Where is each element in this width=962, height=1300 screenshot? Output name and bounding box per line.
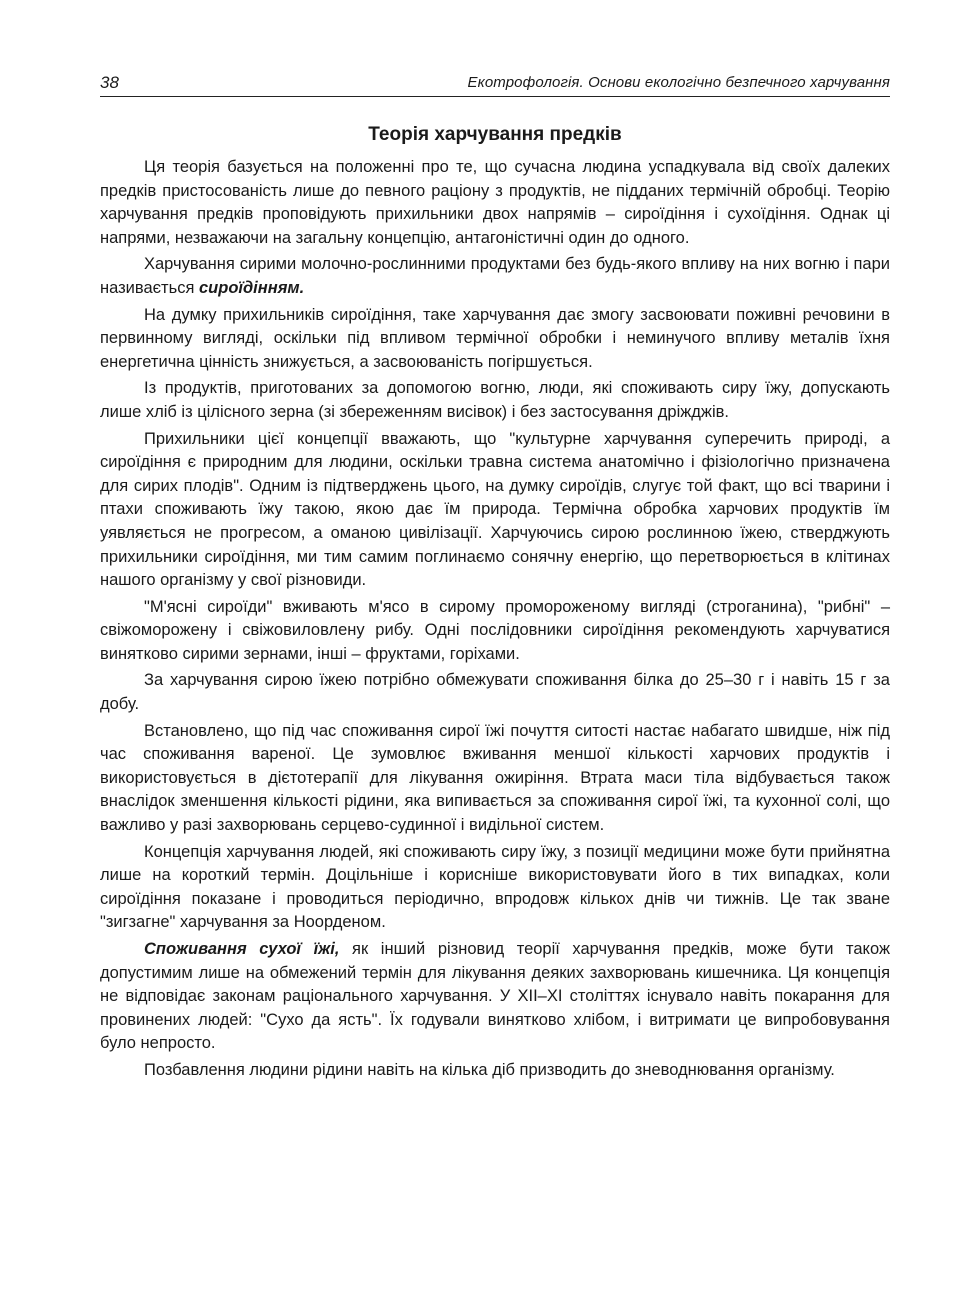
paragraph-10-text: як інший різновид теорії харчування предків, може бути також допустимим лише на обмежений термін для лікування деяких захворювань кишечника. Ця концепція не відповідає законам раціонального харчування. У XII–XI століттях існувало навіть покарання для провинених людей: "Сухо да ясть". Їх годували винятково хлібом, і витримати це випробовування було непросто.	[100, 940, 890, 1053]
paragraph-8: Встановлено, що під час споживання сирої їжі почуття ситості настає набагато швидше, ніж під час споживання вареної. Це зумовлює вживання меншої кількості харчових продуктів і використовується в дієтотерапії для лікування ожиріння. Втрата маси тіла відбувається також внаслідок зменшення кількості рідини, яка випивається за споживання сирої їжі, та кухонної солі, що важливо у разі захворювань серцево-судинної і видільної систем.	[100, 721, 890, 835]
term-raw-eating: сироїдінням.	[198, 278, 305, 297]
term-dry-eating: Споживання сухої їжі,	[144, 940, 340, 958]
page-number: 38	[100, 73, 119, 92]
paragraph-6: "М'ясні сироїди" вживають м'ясо в сирому промороженому вигляді (строганина), "рибні" – свіжоморожену і свіжовиловлену рибу. Одні послідовники сироїдіння рекомендують харчуватися винятково сирими зернами, інші – фруктами, горіхами.	[100, 597, 890, 663]
header-rule	[100, 96, 890, 97]
paragraph-1: Ця теорія базується на положенні про те, що сучасна людина успадкувала від своїх далеких предків пристосованість лише до певного раціону з продуктів, не підданих термічній обробці. Теорію харчування предків проповідують прихильники двох напрямів – сироїдіння і сухоїдіння. Однак ці напрями, незважаючи на загальну концепцію, антагоністичні один до одного.	[100, 158, 890, 247]
paragraph-7: За харчування сирою їжею потрібно обмежувати споживання білка до 25–30 г і навіть 15 г за добу.	[100, 671, 890, 714]
paragraph-9: Концепція харчування людей, які споживають сиру їжу, з позиції медицини може бути прийнятна лише на короткий термін. Доцільніше і корисніше використовувати його в тих випадках, коли сироїдіння показане і проводиться періодично, впродовж кількох днів чи тижнів. Це так зване "зигзагне" харчування за Ноорденом.	[100, 842, 890, 932]
paragraph-3: На думку прихильників сироїдіння, таке харчування дає змогу засвоювати поживні речовини в первинному вигляді, оскільки під впливом термічної обробки і неминучого впливу металів їхня енергетична цінність знижується, а засвоюваність погіршується.	[100, 305, 890, 371]
body-text	[100, 156, 890, 1086]
paragraph-5: Прихильники цієї концепції вважають, що "культурне харчування суперечить природі, а сироїдіння є природним для людини, оскільки травна система анатомічно і фізіологічно призначена для сирих плодів". Одним із підтверджень цього, на думку сироїдів, слугує той факт, що всі тварини і птахи споживають їжу такою, якою дає їм природа. Термічна обробка харчових продуктів їм уявляється не прогресом, а оманою цивілізації. Харчуючись сирою рослинною їжею, стверджують прихильники сироїдіння, ми тим самим поглинаємо сонячну енергію, що перетворюється в клітинах нашого організму у свої різновиди.	[100, 429, 890, 590]
paragraph-10	[100, 938, 890, 1056]
section-title: Теорія харчування предків	[368, 124, 622, 145]
paragraph-2	[100, 253, 890, 300]
paragraph-2-text: Харчування сирими молочно-рослинними продуктами без будь-якого впливу на них вогню і пари називається	[100, 255, 890, 297]
running-title: Екотрофологія. Основи екологічно безпечного харчування	[467, 74, 890, 91]
paragraph-4: Із продуктів, приготованих за допомогою вогню, люди, які споживають сиру їжу, допускають лише хліб із цілісного зерна (зі збереженням висівок) і без застосування дріжджів.	[100, 379, 890, 421]
running-header	[100, 72, 890, 96]
paragraph-11: Позбавлення людини рідини навіть на кілька діб призводить до зневоднювання організму.	[144, 1060, 835, 1079]
